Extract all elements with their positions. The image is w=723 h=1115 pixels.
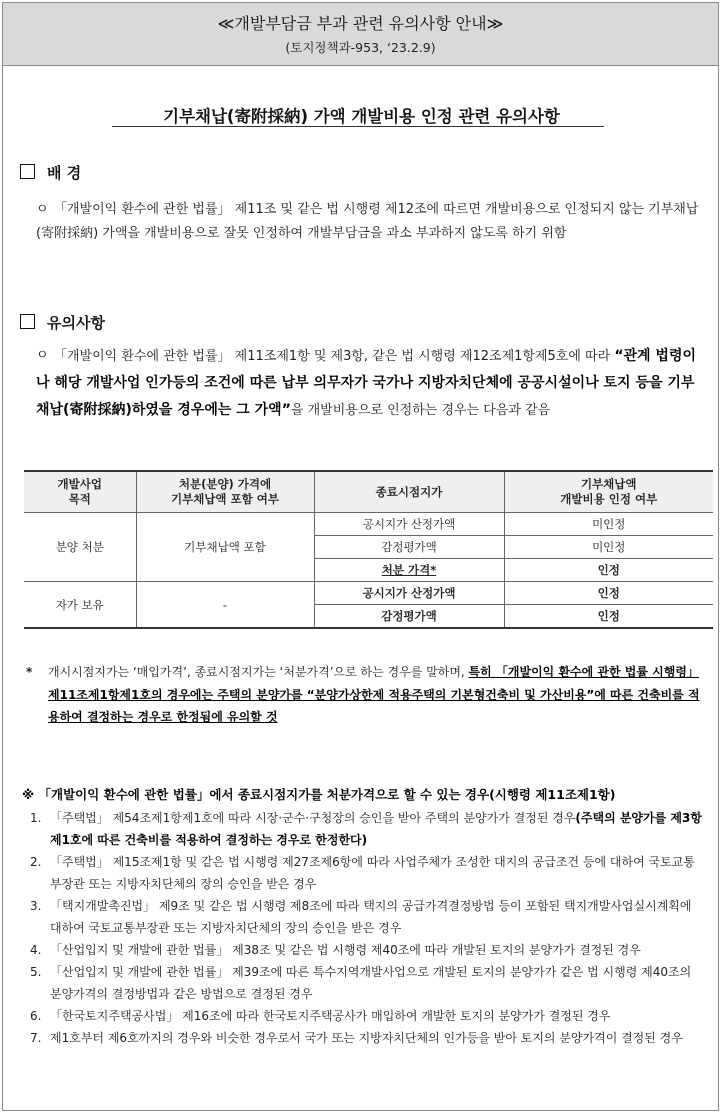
list-item: 2. 「주택법」 제15조제1항 및 같은 법 시행령 제27조제6항에 따라 사업주체가 조성한 대지의 공급조건 등에 대하여 국토교통부장관 또는 지방자치단체의 장의 승인을 받은 경우	[30, 855, 695, 891]
notice-title: ≪개발부담금 부과 관련 유의사항 안내≫	[217, 14, 504, 33]
cell-recognition: 인정	[504, 605, 713, 629]
caution-text-bold: “관계 법령이나 해당 개발사업 인가등의 조건에 따른 납부 의무자가 국가나 지방자치단체에 공공시설이나 토지 등을 기부채납(寄附採納)하였을 경우에는 그 가액”	[36, 348, 697, 418]
checkbox-square-icon	[20, 314, 35, 329]
list-item: 4. 「산업입지 및 개발에 관한 법률」 제38조 및 같은 법 시행령 제40조에 따라 개발된 토지의 분양가가 결정된 경우	[30, 943, 641, 957]
cell-purpose: 자가 보유	[24, 582, 136, 629]
list-item: 7. 제1호부터 제6호까지의 경우와 비슷한 경우로서 국가 또는 지방자치단체의 인가등을 받아 토지의 분양가격이 결정된 경우	[30, 1031, 683, 1045]
list-item: 5. 「산업입지 및 개발에 관한 법률」 제39조에 따른 특수지역개발사업으로 개발된 토지의 분양가가 같은 법 시행령 제40조의 분양가격의 결정방법과 같은 방법으로 결정된 경우	[30, 965, 692, 1001]
col-header-purpose: 개발사업 목적	[24, 471, 136, 513]
bullet-circle-icon: ㅇ	[36, 202, 49, 217]
background-paragraph	[36, 198, 701, 246]
cell-recognition: 미인정	[504, 536, 713, 559]
cell-end-price: 공시지가 산정가액	[314, 513, 504, 536]
bullet-circle-icon: ㅇ	[36, 348, 49, 363]
table-footnote	[26, 661, 702, 729]
cell-end-price: 공시지가 산정가액	[314, 582, 504, 605]
table-row	[24, 513, 713, 536]
cell-price: 기부채납액 포함	[136, 513, 314, 582]
notice-header	[3, 3, 718, 66]
checkbox-square-icon	[20, 164, 35, 179]
footnote-text: 개시시점지가는 ‘매입가격’, 종료시점지가는 ‘처분가격’으로 하는 경우를 말하며,	[48, 665, 469, 679]
section-background-label: 배 경	[47, 164, 82, 182]
cell-end-price: 감정평가액	[314, 605, 504, 629]
section-caution-label: 유의사항	[47, 314, 105, 332]
list-item: 1. 「주택법」 제54조제1항제1호에 따라 시장·군수·구청장의 승인을 받아 주택의 분양가가 결정된 경우(주택의 분양가를 제3항제1호에 따른 건축비를 적용하여 결정하는 경우로 한정한다)	[30, 811, 702, 847]
caution-text-pre: 「개발이익 환수에 관한 법률」 제11조제1항 및 제3항, 같은 법 시행령 제12조제1항제5호에 따라	[54, 349, 615, 364]
cases-list	[30, 807, 702, 1049]
cell-recognition: 미인정	[504, 513, 713, 536]
notice-reference: (토지정책과-953, ‘23.2.9)	[285, 40, 436, 55]
cell-recognition: 인정	[504, 582, 713, 605]
recognition-table	[24, 470, 713, 629]
cell-purpose: 분양 처분	[24, 513, 136, 582]
table-header-row	[24, 471, 713, 513]
footnote-mark: *	[26, 665, 33, 679]
title-underline	[112, 126, 604, 127]
col-header-recognition: 기부채납액 개발비용 인정 여부	[504, 471, 713, 513]
document-title: 기부채납(寄附採納) 가액 개발비용 인정 관련 유의사항	[163, 107, 560, 126]
list-item: 6. 「한국토지주택공사법」 제16조에 따라 한국토지주택공사가 매입하여 개발한 토지의 분양가가 결정된 경우	[30, 1009, 611, 1023]
col-header-price: 처분(분양) 가격에 기부채납액 포함 여부	[136, 471, 314, 513]
section-caution-heading	[20, 312, 105, 333]
col-header-end-price: 종료시점지가	[314, 471, 504, 513]
section-background-heading	[20, 162, 81, 183]
background-text: 「개발이익 환수에 관한 법률」 제11조 및 같은 법 시행령 제12조에 따르면 개발비용으로 인정되지 않는 기부채납(寄附採納) 가액을 개발비용으로 잘못 인정하여 개발부담금을 과소 부과하지 않도록 하기 위함	[36, 202, 699, 241]
cases-heading: ※ 「개발이익 환수에 관한 법률」에서 종료시점지가를 처분가격으로 할 수 있는 경우(시행령 제11조제1항)	[22, 787, 616, 802]
cell-recognition: 인정	[504, 559, 713, 582]
cell-end-price: 처분 가격*	[314, 559, 504, 582]
table-row	[24, 582, 713, 605]
list-item: 3. 「택지개발촉진법」 제9조 및 같은 법 시행령 제8조에 따라 택지의 공급가격결정방법 등이 포함된 택지개발사업실시계획에 대하여 국토교통부장관 또는 지방자치단체의 장의 승인을 받은 경우	[30, 899, 692, 935]
footnote-emphasis: 특히 「개발이익 환수에 관한 법률 시행령」 제11조제1항제1호의 경우에는 주택의 분양가를 “분양가상한제 적용주택의 기본형건축비 및 가산비용”에 따른 건축비를 적용하여 결정하는 경우로 한정됨에 유의할 것	[48, 665, 700, 724]
caution-text-post: 을 개발비용으로 인정하는 경우는 다음과 같음	[290, 403, 551, 418]
cell-end-price: 감정평가액	[314, 536, 504, 559]
cell-price: -	[136, 582, 314, 629]
caution-paragraph	[36, 343, 701, 424]
